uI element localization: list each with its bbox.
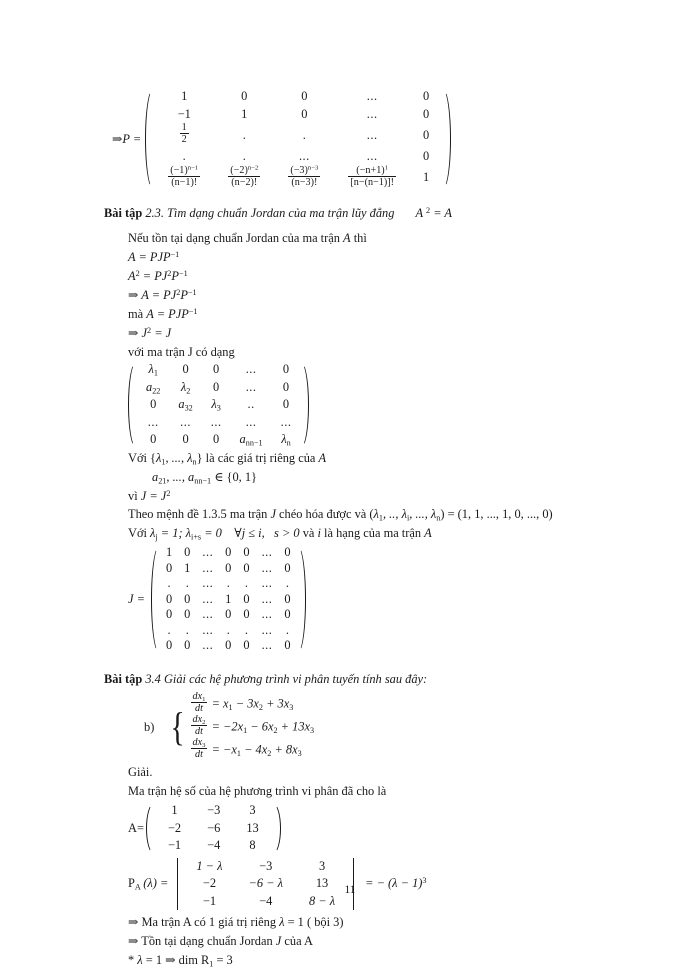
cell: 0 bbox=[165, 638, 173, 653]
cell: 1 − λ bbox=[196, 858, 223, 873]
cell: ... bbox=[261, 576, 273, 591]
cell: ... bbox=[202, 545, 214, 560]
page-content bbox=[104, 88, 604, 970]
cell: 0 bbox=[182, 362, 189, 377]
a-matrix-grid bbox=[155, 802, 272, 855]
cell: 3 bbox=[318, 858, 326, 873]
page-number: 11 bbox=[344, 884, 356, 896]
exercise-2-3-heading bbox=[104, 206, 604, 221]
jordan-exists-line: ⇒ Tồn tại dạng chuẩn Jordan J của A bbox=[128, 934, 313, 948]
equation-2: $\frac{dx_2}{dt}$ = $-2x_1 - 6x_2 + 13x_3$ bbox=[192, 714, 315, 737]
sol-line-2: $A = PJP^{-1}$ bbox=[128, 250, 180, 265]
left-brace: { bbox=[170, 704, 186, 750]
paren-left bbox=[128, 361, 137, 449]
cell: . bbox=[302, 127, 306, 142]
cell: −6 bbox=[207, 820, 221, 835]
table-row bbox=[160, 592, 297, 608]
cell: 1 bbox=[171, 803, 178, 818]
cell: −1 bbox=[167, 838, 182, 853]
eigenvalue-line: ⇒ Ma trận A có 1 giá trị riêng λ = 1 ( bội 3) bbox=[128, 915, 344, 930]
cell: $a_{32}$ bbox=[178, 397, 193, 413]
cell: ... bbox=[210, 414, 222, 429]
sol-line-7: với ma trận J có dạng bbox=[128, 344, 235, 359]
cell: 0 bbox=[184, 638, 191, 653]
cell: ... bbox=[202, 591, 214, 606]
cell: ... bbox=[180, 414, 191, 429]
cell: ... bbox=[245, 414, 257, 429]
sol-line-4: ⇒ $A = PJ^2P^{-1}$ bbox=[128, 287, 197, 302]
exercise-label: Bài tập bbox=[104, 206, 143, 221]
p-matrix-block bbox=[112, 88, 604, 190]
equation-3: $\frac{dx_3}{dt}$ = $-x_1 - 4x_2 + 8x_3$ bbox=[192, 736, 302, 760]
cell: −2 bbox=[167, 820, 182, 835]
cell: ... bbox=[261, 560, 273, 575]
j-final-matrix bbox=[151, 545, 306, 654]
table-row bbox=[183, 858, 348, 876]
cell: . bbox=[226, 576, 230, 591]
cell: 0 bbox=[243, 638, 250, 653]
a-matrix-block bbox=[128, 802, 604, 855]
cell: . bbox=[226, 622, 230, 637]
p-matrix-lead: ⇒P = bbox=[112, 132, 142, 147]
table-row bbox=[154, 106, 442, 124]
cell: 0 bbox=[284, 591, 291, 606]
cell: 0 bbox=[422, 89, 430, 103]
cell: 1 bbox=[225, 591, 232, 606]
cell: $\frac{(-3)^{n-3}}{(n-3)!}$ bbox=[290, 164, 319, 188]
char-poly-result: = − $(\lambda - 1)^3$ bbox=[365, 876, 427, 891]
cell: ... bbox=[366, 127, 378, 142]
cell: 3 bbox=[249, 803, 256, 818]
cell: 0 bbox=[165, 607, 173, 622]
cell: 0 bbox=[422, 127, 430, 142]
cell: 0 bbox=[284, 607, 291, 622]
cell: . bbox=[244, 576, 249, 591]
cell: ... bbox=[245, 379, 257, 394]
paren-left bbox=[145, 88, 154, 190]
sol-line-9: $a_{21}$, ..., $a_{nn-1}$ ∈ {0, 1} bbox=[152, 469, 258, 486]
cell: . bbox=[244, 622, 249, 637]
a-matrix bbox=[146, 802, 281, 855]
sol-line-6: ⇒ $J^2 = J$ bbox=[128, 325, 172, 340]
cell: . bbox=[182, 148, 186, 163]
sol-line-3: $A^2 = PJ^2P^{-1}$ bbox=[128, 269, 188, 284]
cell: . bbox=[242, 148, 246, 163]
cell: ... bbox=[202, 622, 214, 637]
cell: −6 − λ bbox=[248, 876, 283, 891]
cell: . bbox=[185, 622, 189, 637]
cell: 0 bbox=[243, 545, 250, 560]
cell: 0 bbox=[150, 432, 157, 447]
dim-line: * λ = 1 ⇒ dim $R_1 = 3$ bbox=[128, 952, 233, 969]
cell: 1 bbox=[165, 545, 173, 560]
j-final-grid bbox=[160, 545, 297, 654]
cell: $\lambda_3$ bbox=[211, 397, 221, 413]
table-row bbox=[154, 148, 442, 166]
cell: $a_{nn-1}$ bbox=[239, 432, 263, 448]
cell: ... bbox=[202, 638, 214, 653]
cell: 0 bbox=[184, 545, 191, 560]
cell: 0 bbox=[422, 148, 430, 163]
sol-line-10: vì $J = J^2$ bbox=[128, 488, 171, 503]
table-row bbox=[154, 165, 442, 190]
j-lambda-grid bbox=[137, 361, 300, 449]
paren-right bbox=[272, 802, 281, 855]
cell: 0 bbox=[213, 362, 220, 377]
cell: ... bbox=[147, 414, 159, 429]
cell: . bbox=[185, 576, 189, 591]
cell: 0 bbox=[284, 638, 291, 653]
cell: 0 bbox=[284, 545, 291, 560]
cell: 0 bbox=[243, 591, 250, 606]
paren-right bbox=[297, 545, 306, 654]
cell: 0 bbox=[225, 638, 232, 653]
paren-right bbox=[442, 88, 451, 190]
cell: 1 bbox=[181, 89, 188, 103]
table-row bbox=[137, 396, 300, 414]
cell: 0 bbox=[165, 591, 173, 606]
table-row bbox=[160, 638, 297, 654]
exercise-condition: A $^2$ = A bbox=[415, 206, 452, 221]
cell: ... bbox=[366, 106, 378, 121]
table-row bbox=[160, 561, 297, 577]
cell: $\frac{(-n+1)^1}{[n-(n-1)]!}$ bbox=[350, 164, 394, 188]
cell: 0 bbox=[165, 560, 173, 575]
cell: 1 bbox=[422, 170, 430, 185]
cell: 0 bbox=[301, 89, 308, 103]
cell: .. bbox=[247, 397, 255, 412]
cell: 0 bbox=[182, 432, 189, 447]
cell: 13 bbox=[315, 876, 329, 891]
char-poly-lead: $P_A$ (λ) = bbox=[128, 876, 169, 892]
cell: 0 bbox=[284, 560, 291, 575]
cell: ... bbox=[261, 607, 273, 622]
cell: $\lambda_1$ bbox=[148, 362, 158, 378]
cell: −3 bbox=[259, 858, 273, 873]
cell: . bbox=[285, 576, 290, 591]
j-lambda-matrix bbox=[128, 361, 309, 449]
cell: −1 bbox=[177, 106, 191, 121]
j-final-matrix-block bbox=[128, 545, 604, 654]
cell: $\frac{(-2)^{n-2}}{(n-2)!}$ bbox=[230, 164, 259, 188]
table-row bbox=[155, 820, 272, 838]
solution-2-3 bbox=[104, 229, 604, 653]
table-row bbox=[160, 623, 297, 639]
cell: 8 − λ bbox=[308, 893, 336, 908]
cell: −4 bbox=[207, 838, 221, 853]
exercise-label: Bài tập bbox=[104, 671, 143, 686]
cell: . bbox=[242, 127, 246, 142]
equation-1: $\frac{dx_1}{dt}$ = $x_1 - 3x_2 + 3x_3$ bbox=[192, 691, 294, 715]
cell: −1 bbox=[202, 893, 217, 908]
paren-left bbox=[151, 545, 160, 654]
sol-line-8: Với {$\lambda_1$, ..., $\lambda_n$} là các giá trị riêng của A bbox=[128, 450, 327, 467]
cell: ... bbox=[261, 622, 273, 637]
exercise-number: 3.4 bbox=[145, 671, 161, 686]
cell: 1 bbox=[184, 560, 191, 575]
cell: ... bbox=[280, 414, 292, 429]
cell: 0 bbox=[282, 362, 290, 377]
table-row bbox=[160, 545, 297, 561]
cell: ... bbox=[298, 148, 310, 163]
cell: 0 bbox=[282, 379, 290, 394]
cell: 0 bbox=[213, 432, 220, 447]
cell: 0 bbox=[184, 591, 191, 606]
exercise-3-4-heading bbox=[104, 672, 604, 687]
p-matrix bbox=[145, 88, 451, 190]
solution-3-4 bbox=[104, 693, 604, 970]
table-row bbox=[137, 379, 300, 397]
cell: ... bbox=[261, 545, 273, 560]
a-matrix-lead: A= bbox=[128, 820, 144, 835]
cell: 0 bbox=[225, 560, 232, 575]
paren-left bbox=[146, 802, 155, 855]
cell: ... bbox=[261, 638, 273, 653]
cell: ... bbox=[366, 89, 378, 103]
cell: 0 bbox=[225, 607, 232, 622]
sol-line-12: Với $\lambda_j = 1$; $\lambda_{i+s} = 0$ ∀j ≤ i, s > 0 và i là hạng của ma trận A bbox=[128, 526, 432, 542]
cell: ... bbox=[202, 560, 214, 575]
cell: 0 bbox=[243, 560, 250, 575]
j-final-lead: J = bbox=[128, 591, 145, 606]
cell: −4 bbox=[259, 893, 273, 908]
giai-label: Giải. bbox=[128, 765, 153, 780]
cell: 0 bbox=[150, 397, 157, 412]
table-row bbox=[155, 802, 272, 820]
cell: $\frac{1}{2}$ bbox=[181, 122, 187, 146]
sol-line-1: Nếu tồn tại dạng chuẩn Jordan của ma trận A thì bbox=[128, 231, 367, 246]
cell: −3 bbox=[207, 803, 221, 818]
cell: ... bbox=[366, 148, 378, 163]
table-row bbox=[137, 431, 300, 449]
cell: 0 bbox=[184, 607, 191, 622]
table-row bbox=[137, 361, 300, 379]
matrix-intro: Ma trận hệ số của hệ phương trình vi phân đã cho là bbox=[128, 784, 387, 799]
exercise-statement: Giải các hệ phương trình vi phân tuyến tính sau đây: bbox=[163, 671, 428, 686]
cell: 0 bbox=[301, 106, 308, 121]
p-matrix-grid bbox=[154, 88, 442, 190]
cell: . bbox=[167, 622, 171, 637]
cell: 0 bbox=[225, 545, 232, 560]
system-item-label: b) bbox=[144, 719, 155, 734]
cell: 8 bbox=[249, 838, 256, 853]
cell: ... bbox=[202, 576, 214, 591]
cell: $\frac{(-1)^{n-1}}{(n-1)!}$ bbox=[170, 164, 199, 188]
cell: $\lambda_2$ bbox=[180, 379, 191, 396]
cell: 0 bbox=[243, 607, 250, 622]
table-row bbox=[160, 607, 297, 623]
cell: 1 bbox=[241, 106, 248, 121]
sol-line-11: Theo mệnh đề 1.3.5 ma trận J chéo hóa được và ($\lambda_1$, .., $\lambda_i$, ..., $\lambda_n) = (1$, 1, ..., 1, 0, ..., 0) bbox=[128, 507, 553, 523]
j-lambda-matrix-block bbox=[128, 361, 604, 449]
cell: . bbox=[285, 622, 290, 637]
cell: 0 bbox=[241, 89, 248, 103]
table-row bbox=[154, 88, 442, 106]
cell: . bbox=[167, 576, 171, 591]
cell: 0 bbox=[422, 106, 430, 121]
cell: ... bbox=[261, 591, 273, 606]
table-row bbox=[155, 837, 272, 855]
solution-3-4-body bbox=[104, 763, 604, 969]
exercise-number: 2.3. bbox=[145, 206, 164, 221]
cell: −2 bbox=[202, 876, 217, 891]
table-row bbox=[137, 414, 300, 432]
system-block bbox=[104, 693, 604, 762]
sol-line-5: mà $A = PJP^{-1}$ bbox=[128, 306, 198, 321]
cell: 0 bbox=[213, 379, 220, 394]
cell: ... bbox=[202, 607, 214, 622]
system-equations bbox=[190, 693, 315, 762]
cell: 13 bbox=[246, 820, 259, 835]
cell: ... bbox=[245, 362, 257, 377]
table-row bbox=[160, 576, 297, 592]
exercise-statement: Tìm dạng chuẩn Jordan của ma trận lũy đẳng bbox=[167, 206, 395, 221]
cell: $\lambda_n$ bbox=[281, 432, 291, 448]
paren-right bbox=[300, 361, 309, 449]
table-row bbox=[154, 123, 442, 148]
cell: 0 bbox=[282, 397, 290, 412]
cell: $a_{22}$ bbox=[146, 379, 161, 396]
